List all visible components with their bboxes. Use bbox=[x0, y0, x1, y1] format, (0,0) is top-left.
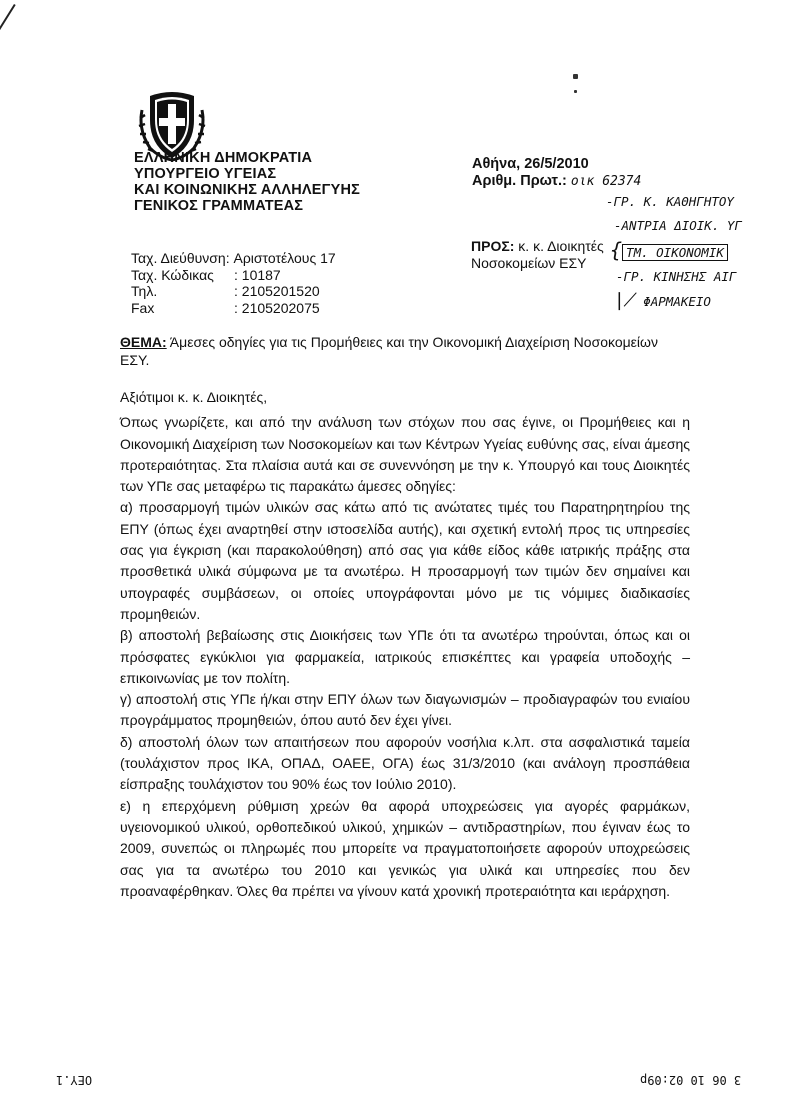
instruction-e: ε) η επερχόμενη ρύθμιση χρεών θα αφορά υποχρεώσεις για αγορές φαρμάκων, υγειονομικού υλικού, ορθοπεδικού υλικού, χημικών – αντιδραστηρίων, που έγιναν έως το 2009, συνεπώς οι πληρωμές που μπορείτε να πραγματοποιήσετε αφορούν υποχρεώσεις σας για τα ανωτέρω του 2010 και γενικώς για υλικά και υπηρεσίες που δεν προαναφέρθηκαν. Όλες θα πρέπει να γίνουν κατά χρονική προτεραιότητα και ιεράρχηση. bbox=[120, 797, 690, 899]
fax-footer-right: 3 06 10 02:09p bbox=[640, 1073, 742, 1087]
handwritten-line: -ΓΡ. ΚΙΝΗΣΗΣ ΑΙΓ bbox=[616, 269, 737, 284]
header-secretary: ΓΕΝΙΚΟΣ ΓΡΑΜΜΑΤΕΑΣ bbox=[134, 198, 304, 214]
recipient-line-2: Νοσοκομείων ΕΣΥ bbox=[471, 255, 587, 271]
header-republic: ΕΛΛΗΝΙΚΗ ΔΗΜΟΚΡΑΤΙΑ bbox=[134, 150, 313, 166]
handwritten-distribution: -ΓΡ. Κ. ΚΑΘΗΓΗΤΟΥ -ΑΝΤΡΙΑ ΔΙΟΙΚ. ΥΓ { ΤΜ. ΟΙΚΟΝΟΜΙΚ -ΓΡ. ΚΙΝΗΣΗΣ ΑΙΓ ∤ ΦΑΡΜΑΚΕΙΟ bbox=[606, 190, 734, 314]
zip-label: Ταχ. Κώδικας bbox=[131, 266, 214, 283]
phone-value: : 2105201520 bbox=[234, 283, 320, 299]
subject-label: ΘΕΜΑ: bbox=[120, 334, 167, 350]
instruction-c: γ) αποστολή στις ΥΠε ή/και στην ΕΠΥ όλων των διαγωνισμών – προδιαγραφών του ενιαίου προγράμματος προμηθειών, όπου αυτό δεν έχει γίνει. bbox=[120, 691, 690, 729]
place-date: Αθήνα, 26/5/2010 bbox=[472, 156, 589, 172]
handwritten-line: -ΑΝΤΡΙΑ ΔΙΟΙΚ. ΥΓ bbox=[614, 218, 742, 233]
protocol-number: οικ 62374 bbox=[570, 174, 642, 189]
instruction-d: δ) αποστολή όλων των απαιτήσεων που αφορούν νοσήλια κ.λπ. στα ασφαλιστικά ταμεία (τουλάχιστον προς ΙΚΑ, ΟΠΑΔ, ΟΑΕΕ, ΟΓΑ) έως 31/3/2010 (και ανάλογη προσπάθεια είσπραξης τουλάχιστον του 90% έως τον Ιούλιο 2010). bbox=[120, 733, 690, 793]
handwritten-line: ΦΑΡΜΑΚΕΙΟ bbox=[643, 294, 711, 309]
street-value: Αριστοτέλους 17 bbox=[233, 250, 336, 266]
fax-footer-left: ΟΕΥ.1 bbox=[56, 1073, 93, 1087]
letter-body bbox=[120, 387, 690, 902]
fax-value: : 2105202075 bbox=[234, 299, 320, 316]
scan-speck bbox=[574, 90, 577, 93]
street-label: Ταχ. Διεύθυνση: bbox=[131, 250, 230, 266]
phone-label: Τηλ. bbox=[131, 283, 158, 299]
instruction-a: α) προσαρμογή τιμών υλικών σας κάτω από τις ανώτατες τιμές του Παρατηρητηρίου της ΕΠΥ (όπως έχει αναρτηθεί στην ιστοσελίδα αυτής), και σχετική εντολή προς τις υπηρεσίες σας για έγκριση (και παρακολούθηση) από σας για κάθε είδος κάθε ιατρικής πράξης στα προσθετικά υλικά σύμφωνα με τα ανωτέρω. Η προσαρμογή των τιμών δεν σημαίνει και υπογραφές συμβάσεων, οι οποίες υπογράφονται μόνο με τις νόμιμες διαδικασίες προμηθειών. bbox=[120, 499, 690, 622]
header-ministry-cont: ΚΑΙ ΚΟΙΝΩΝΙΚΗΣ ΑΛΛΗΛΕΓΥΗΣ bbox=[134, 182, 361, 198]
date-protocol-block bbox=[472, 156, 641, 190]
handwritten-line-boxed: ΤΜ. ΟΙΚΟΝΟΜΙΚ bbox=[622, 244, 728, 261]
fax-label: Fax bbox=[131, 299, 155, 316]
recipient-block bbox=[471, 238, 604, 272]
intro-paragraph: Όπως γνωρίζετε, και από την ανάλυση των στόχων που σας έγινε, οι Προμήθειες και η Οικονομική Διαχείριση των Νοσοκομείων και των Κέντρων Υγείας ευθύνης σας, είναι άμεσης προτεραιότητας. Στα πλαίσια αυτά και σε συνεννόηση με την κ. Υπουργό και τους Διοικητές των ΥΠε σας μεταφέρω τις παρακάτω άμεσες οδηγίες: bbox=[120, 414, 690, 495]
contact-details bbox=[131, 250, 336, 316]
handwritten-line: -ΓΡ. Κ. ΚΑΘΗΓΗΤΟΥ bbox=[606, 194, 734, 209]
recipient-label: ΠΡΟΣ: bbox=[471, 238, 515, 254]
protocol-line bbox=[472, 173, 641, 190]
header-ministry: ΥΠΟΥΡΓΕΙΟ ΥΓΕΙΑΣ bbox=[134, 166, 277, 182]
zip-value: : 10187 bbox=[234, 266, 281, 283]
scan-speck bbox=[573, 74, 578, 79]
protocol-label: Αριθμ. Πρωτ.: bbox=[472, 173, 567, 189]
greeting: Αξιότιμοι κ. κ. Διοικητές, bbox=[120, 389, 268, 405]
subject-line bbox=[120, 333, 690, 369]
subject-text: Άμεσες οδηγίες για τις Προμήθειες και την Οικονομική Διαχείριση Νοσοκομείων ΕΣΥ. bbox=[120, 334, 658, 368]
sender-header bbox=[134, 150, 360, 214]
recipient-line-1: κ. κ. Διοικητές bbox=[518, 238, 604, 254]
instruction-b: β) αποστολή βεβαίωσης στις Διοικήσεις των ΥΠε ότι τα ανωτέρω τηρούνται, όπως και οι πρόσφατες εγκύκλιοι για φαρμακεία, ιατρικούς επισκέπτες και γραφεία υποδοχής – επικοινωνίας με τον πολίτη. bbox=[120, 627, 690, 686]
pen-stroke-mark bbox=[0, 4, 16, 44]
